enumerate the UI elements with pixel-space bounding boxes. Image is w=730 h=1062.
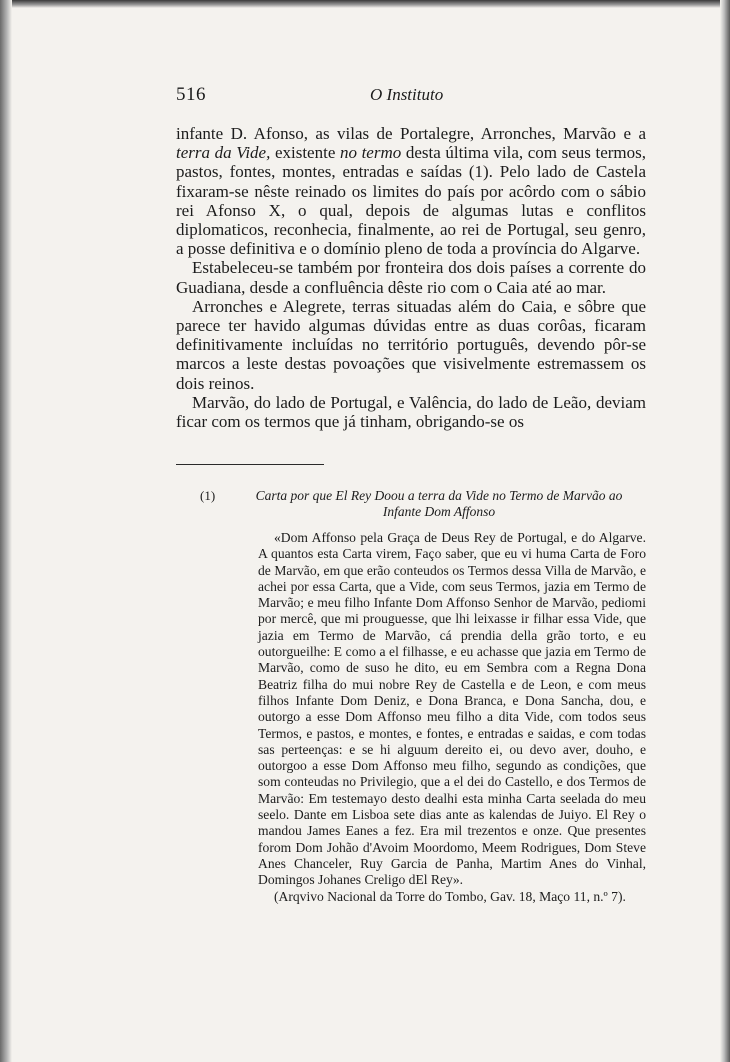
- page-edge-top: [0, 0, 730, 8]
- page-edge-right: [720, 0, 730, 1062]
- running-title: O Instituto: [370, 85, 444, 104]
- page-number: 516: [176, 84, 206, 105]
- footnote-marker: (1): [200, 488, 216, 503]
- footnote-divider: [176, 464, 324, 465]
- paragraph-3: Arronches e Alegrete, terras situadas além do Caia, e sôbre que parece ter havido algumas dúvidas entre as duas corôas, ficaram definitivamente incluídas no território português, devendo pôr-se marcos a leste destas povoações que visivelmente estremassem os dois reinos.: [176, 296, 646, 393]
- paragraph-1: infante D. Afonso, as vilas de Portalegre, Arronches, Marvão e a terra da Vide, existente no termo desta última vila, com seus termos, pastos, fontes, montes, entradas e saídas (1). Pelo lado de Castela fixaram-se nêste reinado os limites do país por acôrdo com o sábio rei Afonso X, o qual, depois de algumas lutas e conflitos diplomaticos, reconhecia, finalmente, ao rei de Portugal, seu genro, a posse definitiva e o domínio pleno de toda a província do Algarve.: [176, 124, 646, 259]
- italic-terra-da-vide: terra da Vide,: [176, 143, 271, 163]
- paragraph-2: Estabeleceu-se também por fronteira dos dois países a corrente do Guadiana, desde a confluência dêste rio com o Caia até ao mar.: [176, 258, 646, 297]
- main-text: [176, 124, 646, 431]
- footnote-heading: Carta por que El Rey Doou a terra da Vide no Termo de Marvão ao Infante Dom Affonso: [255, 488, 623, 519]
- italic-no-termo: no termo: [339, 143, 402, 163]
- paragraph-4: Marvão, do lado de Portugal, e Valência, do lado de Leão, deviam ficar com os termos que já tinham, obrigando-se os: [176, 392, 646, 432]
- running-head: [176, 84, 646, 110]
- footnote-source: (Arqvivo Nacional da Torre do Tombo, Gav. 18, Maço 11, n.º 7).: [274, 888, 626, 904]
- footnote-charter-text: «Dom Affonso pela Graça de Deus Rey de Portugal, e do Algarve. A quantos esta Carta virem, Faço saber, que eu vi huma Carta de Foro de Marvão, em que erão conteudos os Termos dessa Villa de Marvão, e achei por essa Carta, que a Vide, com seus Termos, jazia em Termo de Marvão; e meu filho Infante Dom Affonso Senhor de Marvão, pediomi por mercê, que mi prouguesse, que lhi leixasse ir filhar essa Vide, que jazia em Termo de Marvão, cá prendia della grão torto, e eu outorgueilhe: E como a el filhasse, e eu achasse que jazia em Termo de Marvão, como de suso he dito, eu em Sembra com a Regna Dona Beatriz filha do mui nobre Rey de Castella e de Leon, e com meus filhos Infante Dom Deniz, e Dona Branca, e Dona Sancha, dou, e outorgo a esse Dom Affonso meu filho a dita Vide, com todos seus Termos, e pastos, e montes, e fontes, e entradas e saidas, e com todas sas perteenças: e se hi alguum dereito ei, ou devo aver, douho, e outorgoo a esse Dom Affonso meu filho, segundo as condições, que som conteudas no Privilegio, que a el dei do Castello, e dos Termos de Marvão: Em testemayo desto dealhi esta minha Carta seelada do meu seelo. Dante em Lisboa sete dias ante as kalendas de Juiyo. El Rey o mandou James Eanes a fez. Era mil trezentos e onze. Que presentes forom Dom Johão d'Avoim Moordomo, Meem Rodrigues, Dom Steve Anes Chanceler, Ruy Garcia de Panha, Martim Anes do Vinhal, Domingos Johanes Creligo dEl Rey».: [258, 530, 646, 888]
- footnote-body: [258, 530, 646, 905]
- page-edge-left: [0, 0, 12, 1062]
